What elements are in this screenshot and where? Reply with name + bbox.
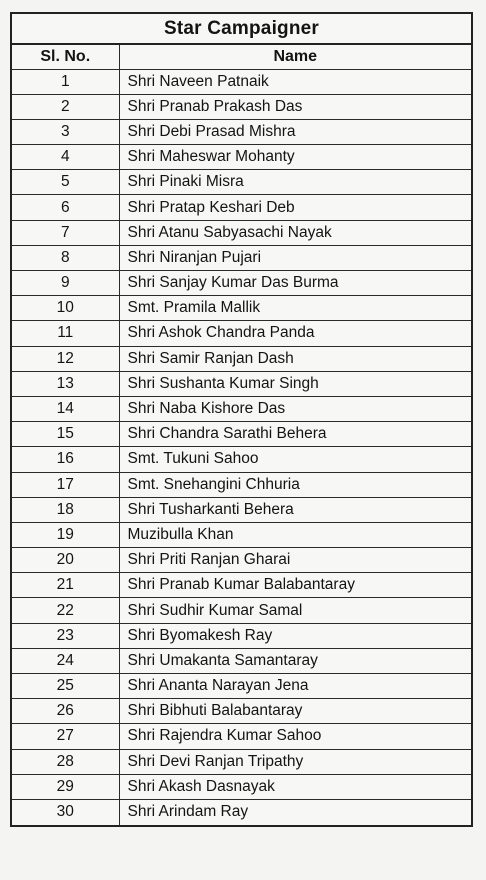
serial-number-cell: 19: [12, 522, 119, 547]
table-row: [12, 598, 471, 623]
campaigner-name-cell: Shri Atanu Sabyasachi Nayak: [119, 220, 471, 245]
table-row: [12, 321, 471, 346]
serial-number-cell: 14: [12, 396, 119, 421]
table-row: [12, 170, 471, 195]
table-row: [12, 94, 471, 119]
table-row: [12, 396, 471, 421]
header-row: [12, 45, 471, 69]
table-row: [12, 195, 471, 220]
table-row: [12, 271, 471, 296]
table-row: [12, 220, 471, 245]
serial-number-cell: 21: [12, 573, 119, 598]
table-row: [12, 573, 471, 598]
serial-number-cell: 17: [12, 472, 119, 497]
table-row: [12, 699, 471, 724]
campaigner-name-cell: Shri Umakanta Samantaray: [119, 648, 471, 673]
table-row: [12, 497, 471, 522]
serial-number-cell: 29: [12, 774, 119, 799]
serial-number-cell: 5: [12, 170, 119, 195]
campaigner-name-cell: Shri Niranjan Pujari: [119, 245, 471, 270]
serial-number-cell: 11: [12, 321, 119, 346]
campaigner-name-cell: Shri Pranab Kumar Balabantaray: [119, 573, 471, 598]
serial-number-cell: 8: [12, 245, 119, 270]
header-name: Name: [119, 45, 471, 69]
table-row: [12, 648, 471, 673]
serial-number-cell: 28: [12, 749, 119, 774]
campaigner-name-cell: Shri Pinaki Misra: [119, 170, 471, 195]
serial-number-cell: 25: [12, 674, 119, 699]
serial-number-cell: 2: [12, 94, 119, 119]
table-row: [12, 623, 471, 648]
table-row: [12, 371, 471, 396]
table-row: [12, 69, 471, 94]
serial-number-cell: 10: [12, 296, 119, 321]
serial-number-cell: 18: [12, 497, 119, 522]
campaigner-name-cell: Shri Rajendra Kumar Sahoo: [119, 724, 471, 749]
campaigner-name-cell: Shri Tusharkanti Behera: [119, 497, 471, 522]
serial-number-cell: 6: [12, 195, 119, 220]
table-row: [12, 346, 471, 371]
table-row: [12, 674, 471, 699]
campaigner-name-cell: Shri Debi Prasad Mishra: [119, 119, 471, 144]
campaigner-list: [12, 45, 471, 825]
campaigner-name-cell: Shri Samir Ranjan Dash: [119, 346, 471, 371]
table-row: [12, 245, 471, 270]
campaigner-name-cell: Shri Pratap Keshari Deb: [119, 195, 471, 220]
serial-number-cell: 4: [12, 145, 119, 170]
serial-number-cell: 27: [12, 724, 119, 749]
campaigner-name-cell: Shri Pranab Prakash Das: [119, 94, 471, 119]
table-row: [12, 548, 471, 573]
serial-number-cell: 30: [12, 799, 119, 824]
table-row: [12, 472, 471, 497]
campaigner-name-cell: Shri Ashok Chandra Panda: [119, 321, 471, 346]
table-title: Star Campaigner: [12, 14, 471, 45]
campaigner-name-cell: Shri Sushanta Kumar Singh: [119, 371, 471, 396]
campaigner-name-cell: Shri Maheswar Mohanty: [119, 145, 471, 170]
campaigner-name-cell: Shri Naba Kishore Das: [119, 396, 471, 421]
table-row: [12, 724, 471, 749]
campaigner-name-cell: Shri Byomakesh Ray: [119, 623, 471, 648]
table-row: [12, 522, 471, 547]
serial-number-cell: 1: [12, 69, 119, 94]
table-row: [12, 296, 471, 321]
table-row: [12, 749, 471, 774]
serial-number-cell: 15: [12, 422, 119, 447]
serial-number-cell: 9: [12, 271, 119, 296]
campaigner-name-cell: Shri Sanjay Kumar Das Burma: [119, 271, 471, 296]
campaigner-name-cell: Shri Chandra Sarathi Behera: [119, 422, 471, 447]
campaigner-name-cell: Shri Ananta Narayan Jena: [119, 674, 471, 699]
serial-number-cell: 24: [12, 648, 119, 673]
campaigner-name-cell: Shri Sudhir Kumar Samal: [119, 598, 471, 623]
serial-number-cell: 26: [12, 699, 119, 724]
serial-number-cell: 3: [12, 119, 119, 144]
campaigner-name-cell: Shri Bibhuti Balabantaray: [119, 699, 471, 724]
serial-number-cell: 20: [12, 548, 119, 573]
campaigner-name-cell: Smt. Tukuni Sahoo: [119, 447, 471, 472]
serial-number-cell: 16: [12, 447, 119, 472]
table-row: [12, 145, 471, 170]
serial-number-cell: 22: [12, 598, 119, 623]
campaigner-name-cell: Shri Devi Ranjan Tripathy: [119, 749, 471, 774]
table-row: [12, 774, 471, 799]
serial-number-cell: 7: [12, 220, 119, 245]
campaigner-name-cell: Shri Priti Ranjan Gharai: [119, 548, 471, 573]
campaigner-name-cell: Shri Akash Dasnayak: [119, 774, 471, 799]
campaigner-name-cell: Shri Arindam Ray: [119, 799, 471, 824]
table-row: [12, 422, 471, 447]
table-row: [12, 447, 471, 472]
campaigner-name-cell: Smt. Snehangini Chhuria: [119, 472, 471, 497]
serial-number-cell: 12: [12, 346, 119, 371]
serial-number-cell: 13: [12, 371, 119, 396]
serial-number-cell: 23: [12, 623, 119, 648]
header-sl-no: Sl. No.: [12, 45, 119, 69]
campaigner-name-cell: Shri Naveen Patnaik: [119, 69, 471, 94]
campaigner-name-cell: Muzibulla Khan: [119, 522, 471, 547]
table-body: [12, 69, 471, 825]
star-campaigner-table: [10, 12, 473, 827]
table-row: [12, 119, 471, 144]
table-row: [12, 799, 471, 824]
campaigner-name-cell: Smt. Pramila Mallik: [119, 296, 471, 321]
